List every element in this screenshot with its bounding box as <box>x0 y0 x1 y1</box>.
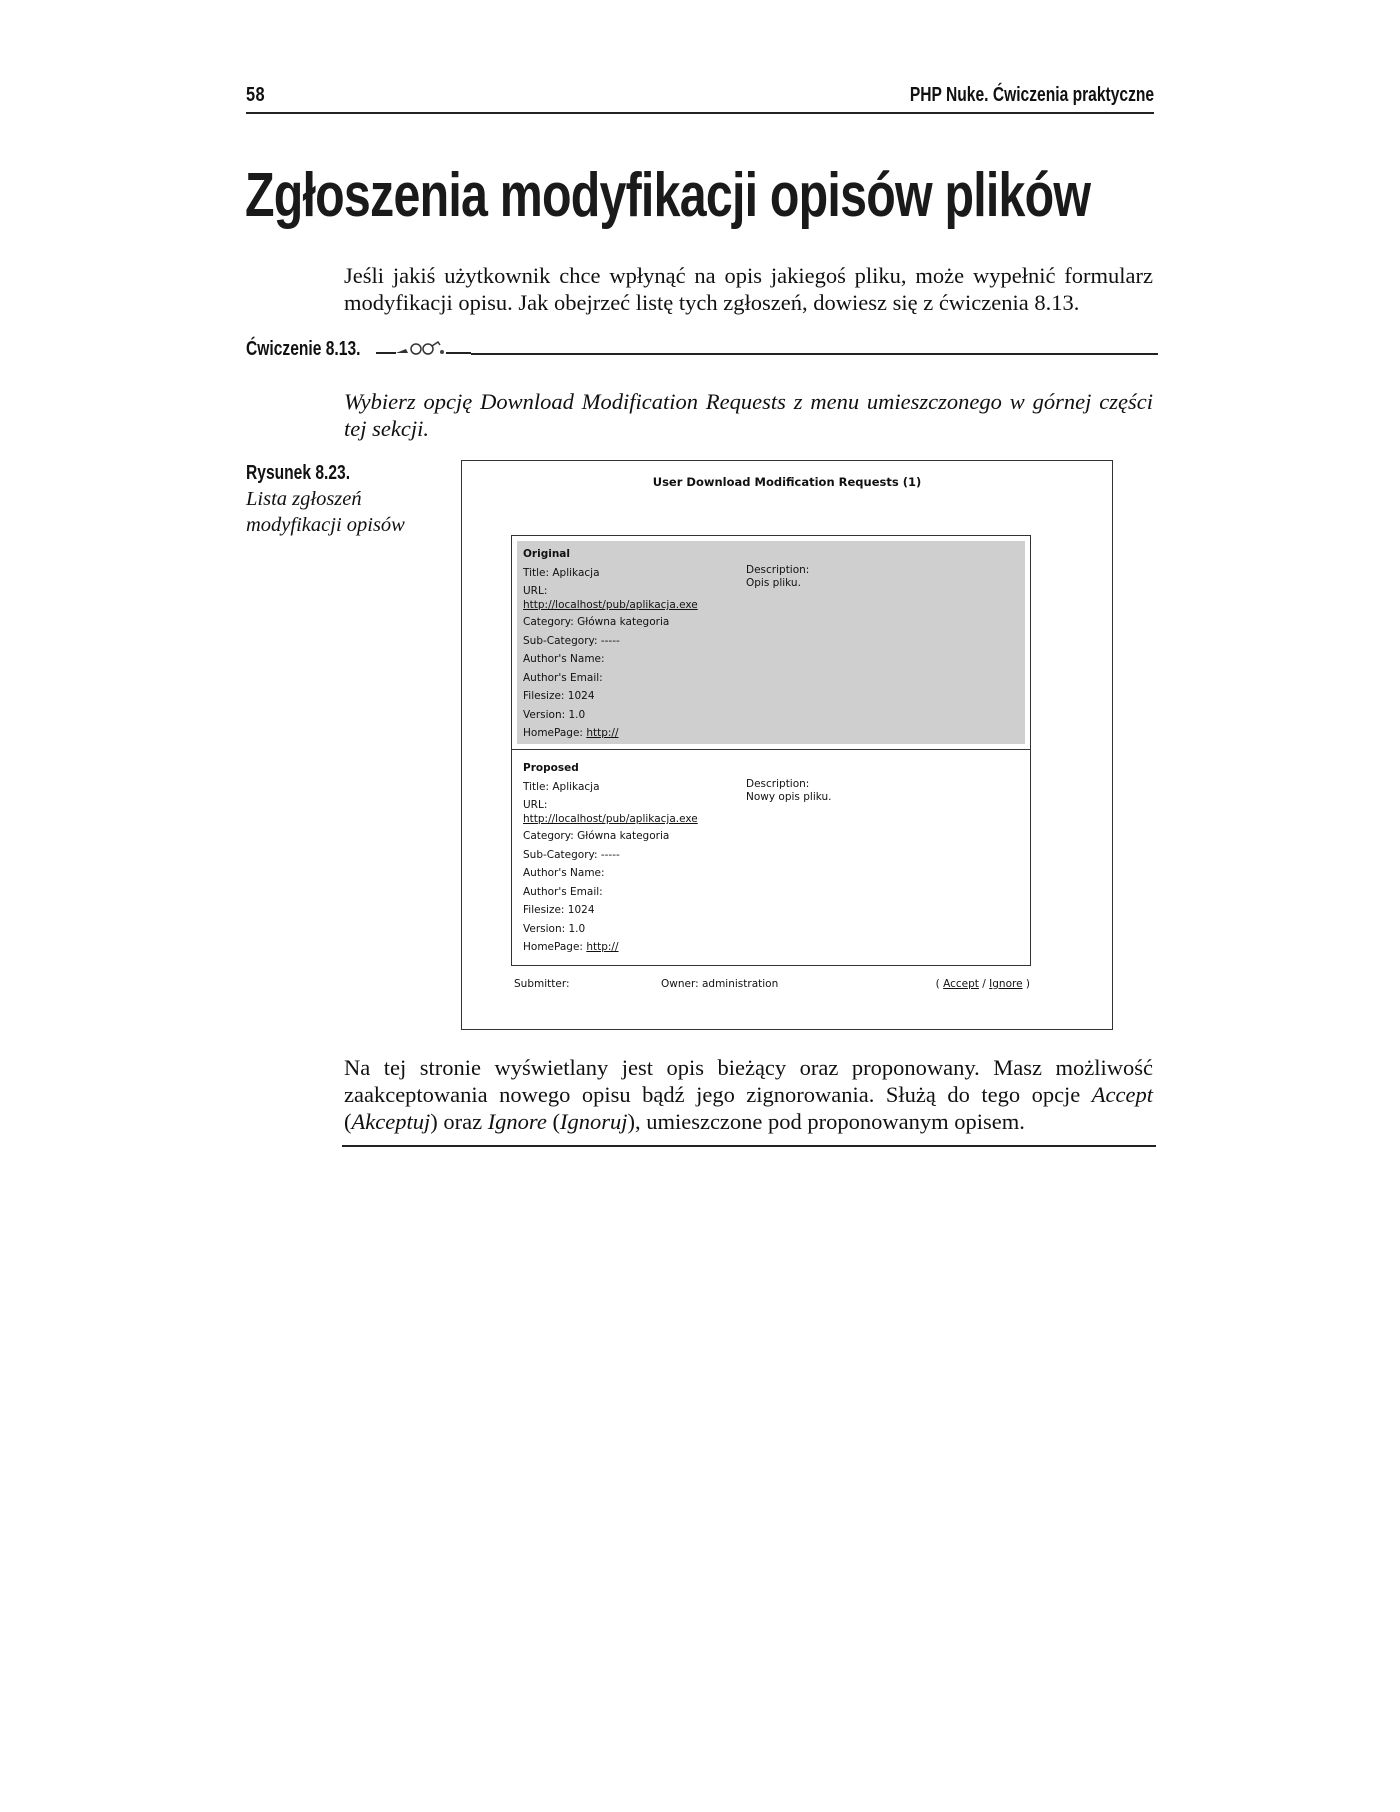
actions-open-paren: ( <box>935 978 940 990</box>
closing-text-2: oraz <box>437 1109 488 1134</box>
accept-link[interactable]: Accept <box>943 978 979 990</box>
proposed-heading: Proposed <box>523 762 579 774</box>
proposed-category: Category: Główna kategoria <box>523 830 670 842</box>
closing-paren-open-2: ( <box>546 1109 560 1134</box>
closing-rule <box>342 1145 1156 1147</box>
actions-separator: / <box>982 978 986 990</box>
proposed-author-name: Author's Name: <box>523 867 605 879</box>
original-title: Title: Aplikacja <box>523 566 600 579</box>
page-number: 58 <box>246 84 266 106</box>
closing-accept-pl: Akceptuj <box>351 1109 431 1134</box>
request-actions <box>936 975 1030 994</box>
original-heading: Original <box>523 548 570 560</box>
closing-paren-close-1: ) <box>430 1109 438 1134</box>
proposed-homepage-label: HomePage: <box>523 941 583 953</box>
closing-paren-open-1: ( <box>344 1109 352 1134</box>
closing-paren-close-2: ) <box>627 1109 635 1134</box>
owner-label: Owner: administration <box>661 978 779 990</box>
proposed-subcategory: Sub-Category: ----- <box>523 848 620 861</box>
proposed-url-link[interactable]: http://localhost/pub/aplikacja.exe <box>523 813 698 825</box>
closing-paragraph <box>344 1054 1153 1135</box>
closing-text-3: , umieszczone pod proponowanym opisem. <box>634 1109 1025 1134</box>
original-filesize: Filesize: 1024 <box>523 690 595 702</box>
actions-close-paren: ) <box>1025 978 1030 990</box>
proposed-homepage-row <box>523 938 763 957</box>
proposed-panel <box>511 749 1031 966</box>
closing-text-1: Na tej stronie wyświetlany jest opis bieżący oraz proponowany. Masz możliwość zaakceptowania nowego opisu bądź jego zignorowania. Służą do tego opcje <box>344 1055 1153 1107</box>
running-header <box>246 84 1154 114</box>
original-author-email: Author's Email: <box>523 671 603 684</box>
figure-screenshot <box>461 460 1113 1030</box>
original-url-label: URL: <box>523 585 548 597</box>
proposed-homepage-link[interactable]: http:// <box>586 941 619 953</box>
original-subcategory: Sub-Category: ----- <box>523 634 620 647</box>
original-panel <box>511 535 1031 750</box>
chapter-title: Zgłoszenia modyfikacji opisów plików <box>245 161 1091 230</box>
closing-ignore-pl: Ignoruj <box>559 1109 628 1134</box>
exercise-rule <box>471 353 1158 355</box>
pencil-ornament-icon <box>376 338 471 358</box>
figure-label: Rysunek 8.23. <box>246 462 351 484</box>
book-title: PHP Nuke. Ćwiczenia praktyczne <box>909 84 1154 106</box>
original-author-name: Author's Name: <box>523 653 605 665</box>
ignore-link[interactable]: Ignore <box>989 978 1023 990</box>
original-url-link[interactable]: http://localhost/pub/aplikacja.exe <box>523 599 698 611</box>
screenshot-title: User Download Modification Requests (1) <box>652 475 922 489</box>
original-homepage-link[interactable]: http:// <box>586 727 619 739</box>
proposed-title: Title: Aplikacja <box>523 780 600 793</box>
proposed-description: Nowy opis pliku. <box>746 791 832 803</box>
proposed-description-label: Description: <box>746 778 810 790</box>
intro-paragraph: Jeśli jakiś użytkownik chce wpłynąć na opis jakiegoś pliku, może wypełnić formularz modyfikacji opisu. Jak obejrzeć listę tych zgłoszeń, dowiesz się z ćwiczenia 8.13. <box>344 263 1153 315</box>
original-homepage-label: HomePage: <box>523 727 583 739</box>
exercise-heading <box>246 338 1158 360</box>
exercise-label: Ćwiczenie 8.13. <box>246 338 361 360</box>
proposed-version: Version: 1.0 <box>523 922 586 935</box>
proposed-author-email: Author's Email: <box>523 885 603 898</box>
exercise-instruction: Wybierz opcję Download Modification Requests z menu umieszczonego w górnej części tej sekcji. <box>344 389 1153 441</box>
request-footer <box>514 975 1030 991</box>
closing-ignore: Ignore <box>487 1109 547 1134</box>
figure-caption <box>246 462 426 538</box>
original-description: Opis pliku. <box>746 577 801 589</box>
original-description-label: Description: <box>746 564 810 576</box>
original-category: Category: Główna kategoria <box>523 616 670 628</box>
original-version: Version: 1.0 <box>523 708 586 721</box>
submitter-label: Submitter: <box>514 978 570 990</box>
original-homepage-row <box>523 724 763 743</box>
proposed-url-label: URL: <box>523 799 548 811</box>
closing-accept: Accept <box>1091 1082 1153 1107</box>
figure-description: Lista zgłoszeń modyfikacji opisów <box>246 488 405 536</box>
proposed-filesize: Filesize: 1024 <box>523 904 595 916</box>
